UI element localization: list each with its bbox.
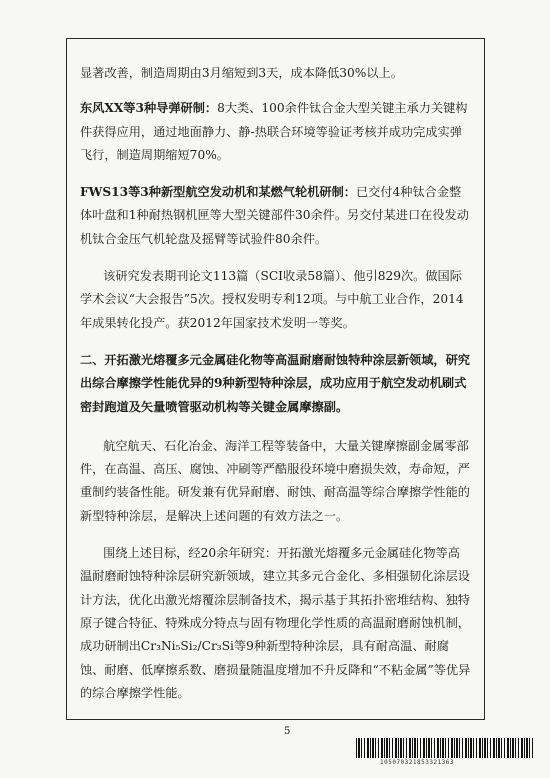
paragraph-engine	[80, 181, 472, 251]
paragraph-research: 围绕上述目标，经20余年研究：开拓激光熔覆多元金属硅化物等高温耐磨耐蚀特种涂层研究新领域，建立其多元合金化、多相强韧化涂层设计方法，优化出激光熔覆涂层制备技术，揭示基于其拓扑密堆结构、独特原子键合特征、特殊成分特点与固有物理化学性质的高温耐磨耐蚀机制，成功研制出Cr₃Ni₅Si₂/Cr₃Si等9种新型特种涂层，具有耐高温、耐腐蚀、耐磨、低摩擦系数、磨损量随温度增加不升反降和“不粘金属”等优异的综合摩擦学性能。	[80, 546, 471, 700]
barcode	[356, 738, 533, 758]
barcode-number: 105070321853321363	[380, 759, 455, 766]
paragraph-missile	[80, 97, 472, 167]
paragraph-engine-text: 已交付4种钛合金整体叶盘和1种耐热钢机匣等大型关键部件30余件。另交付某进口在役发动机钛合金压气机轮盘及摇臂等试验件80余件。	[80, 185, 469, 246]
paragraph-missile-lead: 东风XX等3种导弹研制：	[80, 101, 218, 116]
paragraph-missile-text: 8大类、100余件钛合金大型关键主承力关键构件获得应用，通过地面静力、静-热联合环境等验证考核并成功完成实弹飞行，制造周期缩短70%。	[80, 101, 468, 162]
paragraph-background: 航空航天、石化冶金、海洋工程等装备中，大量关键摩擦副金属零部件，在高温、高压、腐蚀、冲刷等严酷服役环境中磨损失效，寿命短，严重制约装备性能。研发兼有优异耐磨、耐蚀、耐高温等综合摩擦学性能的新型特种涂层，是解决上述问题的有效方法之一。	[80, 438, 470, 523]
paragraph-1: 显著改善，制造周期由3月缩短到3天，成本降低30%以上。	[80, 66, 403, 80]
page-number: 5	[284, 726, 291, 737]
document-body	[80, 62, 472, 705]
paragraph-engine-lead: FWS13等3种新型航空发动机和某燃气轮机研制：	[80, 185, 356, 200]
section-heading-coatings: 二、开拓激光熔覆多元金属硅化物等高温耐磨耐蚀特种涂层新领域，研究出综合摩擦学性能优异的9种新型特种涂层，成功应用于航空发动机刷式密封跑道及矢量喷管驱动机构等关键金属摩擦副。	[80, 352, 470, 414]
paragraph-achievements: 该研究发表期刊论文113篇（SCI收录58篇）、他引829次。做国际学术会议“大会报告”5次。授权发明专利12项。与中航工业合作，2014年成果转化投产。获2012年国家技术发明一等奖。	[80, 269, 464, 330]
